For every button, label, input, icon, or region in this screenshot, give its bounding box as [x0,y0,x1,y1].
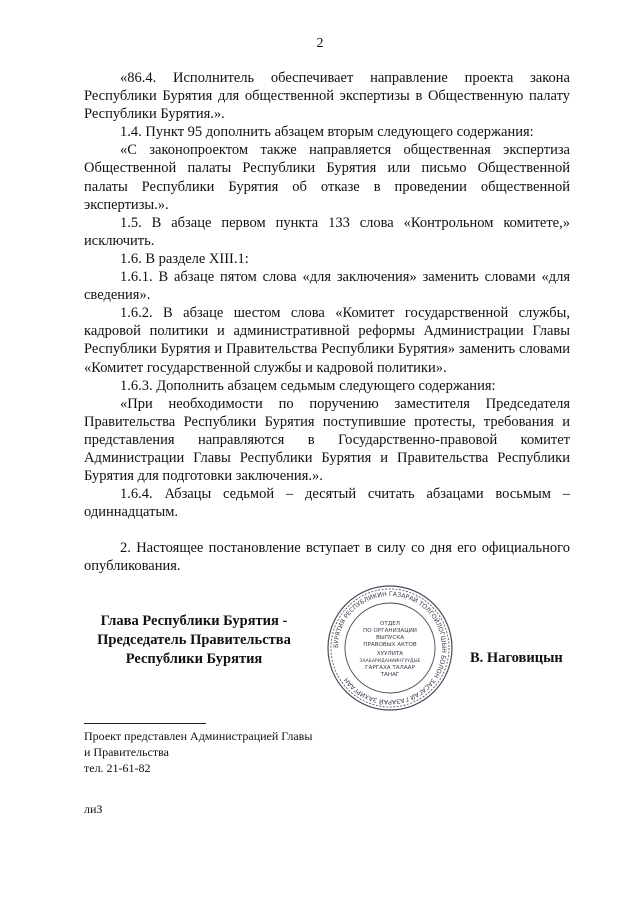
paragraph: 1.5. В абзаце первом пункта 133 слова «Контрольном комитете,» исключить. [84,214,570,249]
seal-text: ТАНАГ [380,672,400,678]
seal-text: ХУУЛИТА [376,651,404,657]
paragraph: 1.6.4. Абзацы седьмой – десятый считать абзацами восьмым – одиннадцатым. [84,486,570,521]
paragraph: 1.6.2. В абзаце шестом слова «Комитет государственной службы, кадровой политики и административной реформы Администрации Главы Республики Бурятия и Правительства Республики Бурятия» заменить словами «Комитет государственной службы и кадровой политики». [84,305,570,376]
footer-note [84,728,312,776]
footer-divider [84,723,206,724]
footer-line: Проект представлен Администрацией Главы [84,729,313,743]
signature-title [84,612,304,669]
document-code: лиЗ [84,802,103,816]
signature-line: Председатель Правительства [97,632,291,648]
document-body [84,69,570,576]
paragraph: «При необходимости по поручению заместителя Председателя Правительства Республики Бурятия поступившие протесты, требования и представления направляются в Государственно-правовой комитет Администрации Главы Республики Бурятия и Правительства Республики Бурятия для подготовки заключения.». [84,395,570,485]
signer-name: В. Наговицын [470,650,563,666]
seal-ring-text: БУРЯТИЯ РЕСПУБЛИКИН ГАЗАРАЙ ТОЛГОЙЛОГШЫН БОЛОН ЗАСАГАЙ ГАЗАРАЙ ЗАХИРГААН [332,590,448,706]
paragraph: 1.6.1. В абзаце пятом слова «для заключения» заменить словами «для сведения». [84,269,570,304]
footer-line: и Правительства [84,745,169,759]
footer-line: тел. 21-61-82 [84,761,151,775]
paragraph: 1.6. В разделе XIII.1: [120,250,249,267]
signature-line: Республики Бурятия [125,651,263,667]
seal-text: ЗААБАРИДАНИИНГУУДЫЕ [359,659,421,664]
official-seal [325,583,455,713]
seal-text: ПО ОРГАНИЗАЦИИ [363,628,417,634]
signature-line: Глава Республики Бурятия - [100,613,288,629]
paragraph: «С законопроектом также направляется общественная экспертиза Общественной палаты Республики Бурятия или письмо Общественной палаты Республики Бурятия об отказе в проведении общественной экспертизы.». [84,142,570,213]
seal-text: ОТДЕЛ [380,621,400,627]
seal-text: ГАРГАХА ТАЛААР [365,665,415,671]
paragraph: 1.6.3. Дополнить абзацем седьмым следующего содержания: [120,377,496,394]
paragraph: 1.4. Пункт 95 дополнить абзацем вторым следующего содержания: [120,124,534,141]
paragraph: 2. Настоящее постановление вступает в силу со дня его официального опубликования. [84,540,570,575]
page-number: 2 [316,36,324,51]
paragraph: «86.4. Исполнитель обеспечивает направление проекта закона Республики Бурятия для общественной экспертизы в Общественную палату Республики Бурятия.». [84,70,570,123]
seal-text: ПРАВОВЫХ АКТОВ [363,642,417,648]
seal-text: ВЫПУСКА [375,635,405,641]
